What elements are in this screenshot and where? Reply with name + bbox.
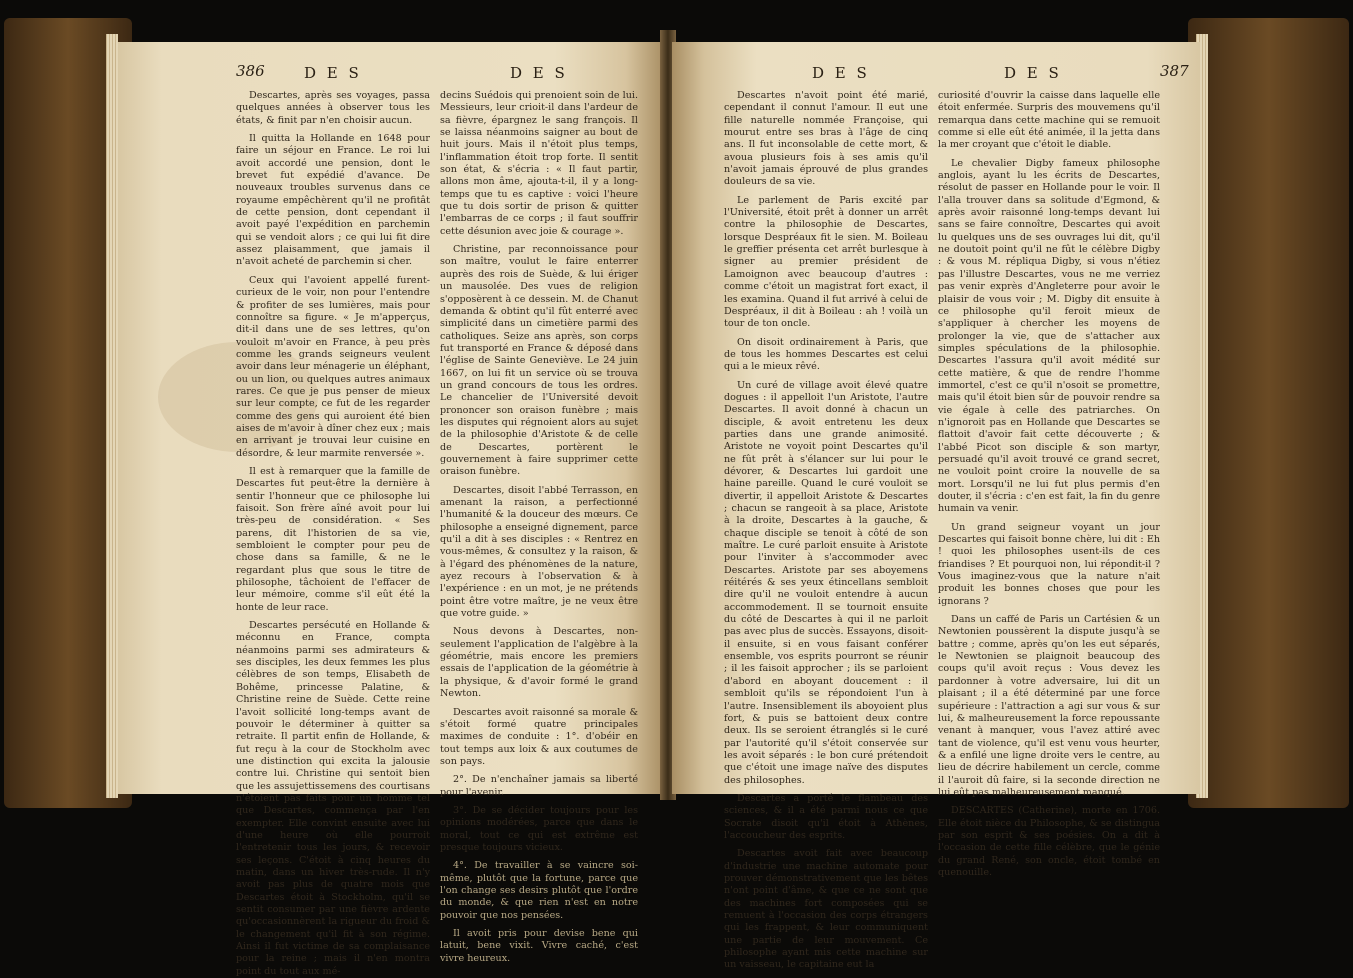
running-header: D E S <box>812 64 870 82</box>
text-column-right-1 <box>724 90 928 972</box>
paragraph: curiosité d'ouvrir la caisse dans laquelle elle étoit enfermée. Surpris des mouvemens qu'il remarqua dans cette machine qui se remuoit comme si elle eût été animée, il la jetta dans la mer croyant que c'étoit le diable. <box>938 90 1160 151</box>
text-column-left-2 <box>440 90 638 965</box>
running-header: D E S <box>304 64 362 82</box>
paragraph: Il est à remarquer que la famille de Descartes fut peut-être la dernière à sentir l'honneur que ce philosophe lui faisoit. Son frère aîné avoit pour lui très-peu de considération. « Ses parens, dit l'historien de sa vie, sembloient le compter pour peu de chose dans sa famille, & ne le regardant plus que sous le titre de philosophe, tâchoient de l'effacer de leur mémoire, comme s'il eût été la honte de leur race. <box>236 465 430 613</box>
paragraph: Descartes a porté le flambeau des sciences, & il a été parmi nous ce que Socrate disoit qu'il étoit à Athènes, l'accoucheur des esprits. <box>724 792 928 841</box>
paragraph: Le chevalier Digby fameux philosophe anglois, ayant lu les écrits de Descartes, résolut de passer en Hollande pour le voir. Il l'alla trouver dans sa solitude d'Egmond, & après avoir raisonné long-temps devant lui sans se faire connoître, Descartes qui avoit lu quelques uns de ses ouvrages lui dit, qu'il ne doutoit point qu'il ne fût le célèbre Digby : & vous M. répliqua Digby, si vous n'étiez pas l'illustre Descartes, vous ne me verriez pas venir exprès d'Angleterre pour avoir le plaisir de vous voir ; M. Digby dit ensuite à ce philosophe qu'il feroit mieux de s'appliquer à chercher les moyens de prolonger la vie, que de s'attacher aux simples spéculations de la philosophie. Descartes l'assura qu'il avoit médité sur cette matière, & que de rendre l'homme immortel, c'est ce qu'il n'osoit se promettre, mais qu'il étoit bien sûr de pouvoir rendre sa vie égale à celle des patriarches. On n'ignoroit pas en Hollande que Descartes se flattoit d'avoir fait cette découverte ; & l'abbé Picot son disciple & son martyr, persuadé qu'il avoit trouvé ce grand secret, ne vouloit point croire la nouvelle de sa mort. Lorsqu'il ne lui fut plus permis d'en douter, il s'écria : c'en est fait, la fin du genre humain va venir. <box>938 157 1160 515</box>
paragraph: decins Suédois qui prenoient soin de lui. Messieurs, leur crioit-il dans l'ardeur de sa fièvre, épargnez le sang françois. Il se laissa néanmoins saigner au bout de huit jours. Mais il n'étoit plus temps, l'inflammation étoit trop forte. Il sentit son état, & s'écria : « Il faut partir, allons mon âme, ajouta-t-il, il y a long-temps que tu es captive : voici l'heure que tu dois sortir de prison & quitter l'embarras de ce corps ; il faut souffrir cette désunion avec joie & courage ». <box>440 90 638 237</box>
running-header: D E S <box>1004 64 1062 82</box>
paragraph: Descartes n'avoit point été marié, cependant il connut l'amour. Il eut une fille naturelle nommée Françoise, qui mourut entre ses bras à l'âge de cinq ans. Il fut inconsolable de cette mort, & avoua plusieurs fois à ses amis qu'il n'avoit jamais éprouvé de plus grandes douleurs de sa vie. <box>724 90 928 188</box>
paragraph: Il quitta la Hollande en 1648 pour faire un séjour en France. Le roi lui avoit accordé une pension, dont le brevet fut expédié d'avance. De nouveaux troubles survenus dans ce royaume empêchèrent qu'il ne profitât de cette pension, dont cependant il avoit payé l'expédition en parchemin qui se vendoit alors ; ce qui lui fit dire assez plaisamment, que jamais il n'avoit acheté de parchemin si cher. <box>236 133 430 268</box>
paragraph: Descartes avoit raisonné sa morale & s'étoit formé quatre principales maximes de conduite : 1°. d'obéir en tout temps aux loix & aux coutumes de son pays. <box>440 706 638 767</box>
paragraph: Descartes, disoit l'abbé Terrasson, en amenant la raison, a perfectionné l'humanité & la douceur des mœurs. Ce philosophe a enseigné dignement, parce qu'il a dit à ses disciples : « Rentrez en vous-mêmes, & consultez y la raison, & à l'égard des phénomènes de la nature, ayez recours à l'observation & à l'expérience : en un mot, je ne prétends point être votre maître, je ne veux être que votre guide. » <box>440 484 638 620</box>
paragraph: DESCARTES (Catherine), morte en 1706. Elle étoit nièce du Philosophe, & se distingua par son esprit & ses poésies. On a dit à l'occasion de cette fille célèbre, que le génie du grand René, son oncle, étoit tombé en quenouille. <box>938 805 1160 878</box>
paragraph: Descartes avoit fait avec beaucoup d'industrie une machine automate pour prouver démonstrativement que les bêtes n'ont point d'âme, & que ce ne sont que des machines fort composées qui se remuent à l'occasion des corps étrangers qui les frappent, & leur communiquent une partie de leur mouvement. Ce philosophe ayant mis cette machine sur un vaisseau, le capitaine eut la <box>724 848 928 971</box>
paragraph: Ceux qui l'avoient appellé furent-curieux de le voir, non pour l'entendre & profiter de ses lumières, mais pour connoître sa figure. « Je m'apperçus, dit-il dans une de ses lettres, qu'on vouloit m'avoir en France, à peu près comme les grands seigneurs veulent avoir dans leur ménagerie un éléphant, ou un lion, ou quelques autres animaux rares. Ce que je pus penser de mieux sur leur compte, ce fut de les regarder comme des gens qui auroient été bien aises de m'avoir à dîner chez eux ; mais en arrivant je trouvai leur cuisine en désordre, & leur marmite renversée ». <box>236 274 430 459</box>
text-column-left-1 <box>236 90 430 978</box>
paragraph: 2°. De n'enchaîner jamais sa liberté pour l'avenir. <box>440 774 638 798</box>
paragraph: On disoit ordinairement à Paris, que de tous les hommes Descartes est celui qui a le mieux rêvé. <box>724 336 928 373</box>
page-number: 387 <box>1160 62 1189 80</box>
book-cover-right <box>1188 18 1349 808</box>
paragraph: Nous devons à Descartes, non-seulement l'application de l'algèbre à la géométrie, mais encore les premiers essais de l'application de la géométrie à la physique, & d'avoir formé le grand Newton. <box>440 626 638 700</box>
paragraph: Dans un caffé de Paris un Cartésien & un Newtonien poussèrent la dispute jusqu'à se battre ; comme, après qu'on les eut séparés, le Newtonien se plaignoit beaucoup des coups qu'il avoit reçus : Vous devez les pardonner à votre adversaire, lui dit un plaisant ; il a été déterminé par une force supérieure : l'attraction a agi sur vous & sur lui, & malheureusement la force repoussante venant à manquer, vous l'avez attiré avec tant de violence, qu'il est venu vous heurter, & a enfilé une ligne droite vers le centre, au lieu de décrire habilement un cercle, comme il l'auroit dû faire, si la seconde direction ne lui eût pas malheureusement manqué. <box>938 614 1160 798</box>
left-page <box>118 42 664 977</box>
paragraph: Descartes, après ses voyages, passa quelques années à observer tous les états, & finit par n'en choisir aucun. <box>236 90 430 126</box>
paragraph: Descartes persécuté en Hollande & méconnu en France, compta néanmoins parmi ses admirateurs & ses disciples, les deux femmes les plus célèbres de son temps, Elisabeth de Bohême, princesse Palatine, & Christine reine de Suède. Cette reine l'avoit sollicité long-temps avant de pouvoir le déterminer à quitter sa retraite. Il partit enfin de Hollande, & fut reçu à la cour de Stockholm avec une distinction qui excita la jalousie contre lui. Christine qui sentoit bien que les assujettissemens des courtisans n'étoient pas faits pour un homme tel que Descartes, commença par l'en exempter. Elle convint ensuite avec lui d'une heure où elle pourroit l'entretenir tous les jours, & recevoir ses leçons. C'étoit à cinq heures du matin, dans un hiver très-rude. Il n'y avoit pas plus de quatre mois que Descartes étoit à Stockholm, qu'il se sentit consumer par une fièvre ardente qu'occasionnèrent la rigueur du froid & le changement qu'il fit à son régime. Ainsi il fut victime de sa complaisance pour la reine ; mais il n'en montra point du tout aux mé- <box>236 620 430 977</box>
paragraph: Christine, par reconnoissance pour son maître, voulut le faire enterrer auprès des rois de Suède, & lui ériger un mausolée. Des vues de religion s'opposèrent à ce dessein. M. de Chanut demanda & obtint qu'il fût enterré avec simplicité dans un cimetière parmi des catholiques. Seize ans après, son corps fut transporté en France & déposé dans l'église de Sainte Geneviève. Le 24 juin 1667, on lui fit un service où se trouva un grand concours de tous les ordres. Le chancelier de l'Université devoit prononcer son oraison funèbre ; mais les disputes qui régnoient alors au sujet de la philosophie d'Aristote & de celle de Descartes, portèrent le gouvernement à faire supprimer cette oraison funèbre. <box>440 244 638 478</box>
paragraph: Le parlement de Paris excité par l'Université, étoit prêt à donner un arrêt contre la philosophie de Descartes, lorsque Despréaux fit le sien. M. Boileau le greffier présenta cet arrêt burlesque à signer au premier président de Lamoignon avec beaucoup d'autres : comme c'étoit un magistrat fort exact, il les examina. Quand il fut arrivé à celui de Despréaux, il dit à Boileau : ah ! voilà un tour de ton oncle. <box>724 194 928 330</box>
paragraph: Il avoit pris pour devise bene qui latuit, bene vixit. Vivre caché, c'est vivre heureux. <box>440 928 638 964</box>
paragraph: 4°. De travailler à se vaincre soi-même, plutôt que la fortune, parce que l'on change ses desirs plutôt que l'ordre du monde, & que rien n'est en notre pouvoir que nos pensées. <box>440 860 638 921</box>
text-column-right-2 <box>938 90 1160 879</box>
running-header: D E S <box>510 64 568 82</box>
paragraph: 3°. De se décider toujours pour les opinions modérées, parce que dans le moral, tout ce qui est extrême est presque toujours vicieux. <box>440 804 638 853</box>
paragraph: Un grand seigneur voyant un jour Descartes qui faisoit bonne chère, lui dit : Eh ! quoi les philosophes usent-ils de ces friandises ? Et pourquoi non, lui répondit-il ? Vous imaginez-vous que la nature n'ait produit les bonnes choses que pour les ignorans ? <box>938 521 1160 607</box>
paragraph: Un curé de village avoit élevé quatre dogues : il appelloit l'un Aristote, l'autre Descartes. Il avoit donné à chacun un disciple, & avoit entretenu les deux parties dans une grande animosité. Aristote ne voyoit point Descartes qu'il ne fût prêt à s'élancer sur lui pour le dévorer, & Descartes lui gardoit une haine pareille. Quand le curé vouloit se divertir, il appelloit Aristote & Descartes ; chacun se rangeoit à sa place, Aristote à la droite, Descartes à la gauche, & chaque disciple se tenoit à côté de son maître. Le curé parloit ensuite à Aristote pour l'inviter à s'accommoder avec Descartes. Aristote par ses aboyemens réitérés & ses yeux étincellans sembloit dire qu'il ne vouloit entendre à aucun accommodement. Il se tournoit ensuite du côté de Descartes à qui il ne parloit pas avec plus de succès. Essayons, disoit-il ensuite, si en vous faisant conférer ensemble, vos esprits pourront se réunir ; il les faisoit approcher ; ils se parloient d'abord en aboyant doucement : il sembloit qu'ils se répondoient l'un à l'autre. Insensiblement ils aboyoient plus fort, & puis se battoient deux contre deux. Ils se seroient étranglés si le curé par l'autorité qu'il s'étoit conservée sur les avoit séparés : le bon curé prétendoit que c'étoit une image naïve des disputes des philosophes. <box>724 379 928 786</box>
right-page <box>672 42 1200 971</box>
page-edges-left <box>106 34 118 798</box>
page-number: 386 <box>236 62 265 80</box>
